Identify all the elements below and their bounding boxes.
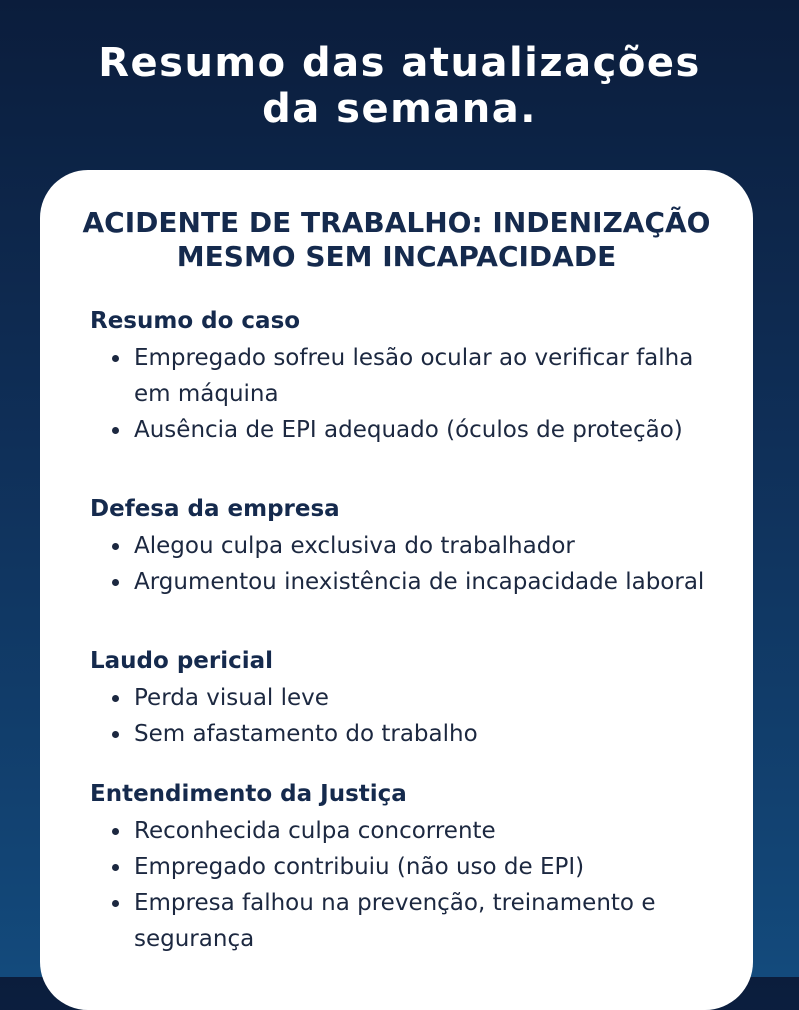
list-item: Perda visual leve xyxy=(90,680,710,716)
list-item: Ausência de EPI adequado (óculos de proteção) xyxy=(90,412,710,448)
section-heading: Defesa da empresa xyxy=(90,496,340,522)
list-item: Empresa falhou na prevenção, treinamento e segurança xyxy=(90,885,710,957)
card-title-line-2: MESMO SEM INCAPACIDADE xyxy=(176,240,617,273)
page-header xyxy=(0,40,799,132)
list-item: Empregado contribuiu (não uso de EPI) xyxy=(90,849,710,885)
content-card xyxy=(40,170,753,1010)
bullet-list xyxy=(90,680,710,752)
bullet-list xyxy=(90,813,710,957)
list-item: Reconhecida culpa concorrente xyxy=(90,813,710,849)
list-item: Argumentou inexistência de incapacidade laboral xyxy=(90,564,710,600)
section-heading: Resumo do caso xyxy=(90,308,301,334)
list-item: Sem afastamento do trabalho xyxy=(90,716,710,752)
section-laudo-pericial xyxy=(90,646,710,752)
header-title-line-2: da semana. xyxy=(262,86,537,132)
card-title-line-1: ACIDENTE DE TRABALHO: INDENIZAÇÃO xyxy=(82,206,711,239)
bullet-list xyxy=(90,340,710,448)
card-title xyxy=(40,206,753,274)
list-item: Empregado sofreu lesão ocular ao verificar falha em máquina xyxy=(90,340,710,412)
section-defesa-da-empresa xyxy=(90,494,710,600)
section-heading: Laudo pericial xyxy=(90,648,274,674)
section-resumo-do-caso xyxy=(90,306,710,448)
section-heading: Entendimento da Justiça xyxy=(90,781,407,807)
section-entendimento-da-justica xyxy=(90,779,710,957)
bullet-list xyxy=(90,528,710,600)
header-title-line-1: Resumo das atualizações xyxy=(98,40,701,86)
list-item: Alegou culpa exclusiva do trabalhador xyxy=(90,528,710,564)
